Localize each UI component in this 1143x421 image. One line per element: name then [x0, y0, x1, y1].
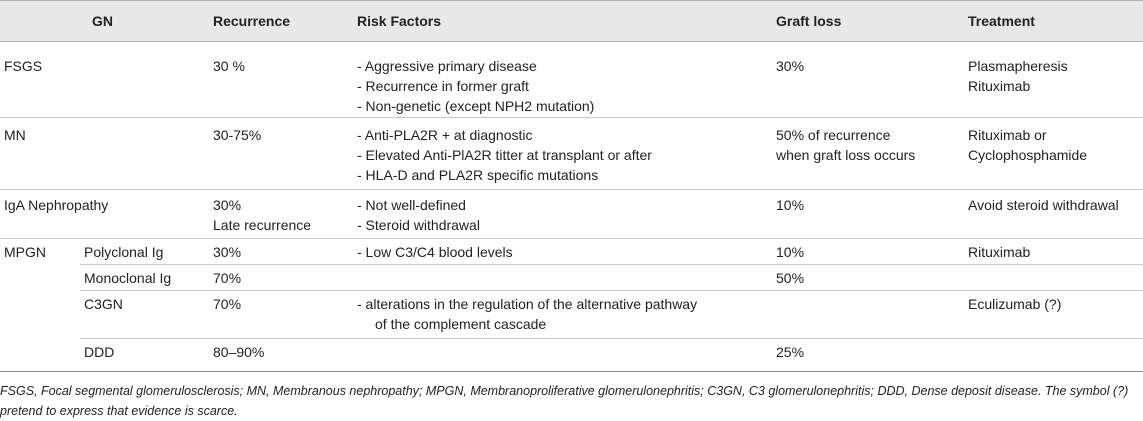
risk-item: - HLA-D and PLA2R specific mutations — [357, 167, 599, 183]
row-divider — [80, 264, 1143, 265]
graft-item: when graft loss occurs — [776, 147, 916, 163]
row-graft-loss: 50% — [776, 270, 805, 286]
row-graft-loss: 25% — [776, 344, 805, 360]
row-recurrence: 30 % — [213, 58, 245, 74]
risk-item: - Non-genetic (except NPH2 mutation) — [357, 98, 595, 114]
row-recurrence — [213, 195, 311, 235]
row-recurrence: 70% — [213, 296, 242, 312]
treatment-item: Plasmapheresis — [968, 58, 1068, 74]
graft-item: 50% of recurrence — [776, 127, 891, 143]
row-risk-factors — [357, 294, 697, 334]
risk-item: of the complement cascade — [375, 316, 547, 332]
row-treatment: Rituximab — [968, 244, 1031, 260]
row-recurrence: 80–90% — [213, 344, 265, 360]
row-treatment — [968, 125, 1087, 165]
risk-item: - Recurrence in former graft — [357, 78, 529, 94]
recurrence-item: 30% — [213, 197, 242, 213]
row-risk-factors — [357, 195, 480, 235]
row-risk-factors — [357, 125, 652, 185]
row-subtype: Polyclonal Ig — [84, 244, 164, 260]
risk-item: - Aggressive primary disease — [357, 58, 537, 74]
row-recurrence: 30-75% — [213, 127, 262, 143]
row-risk-factors: - Low C3/C4 blood levels — [357, 244, 513, 260]
header-recurrence: Recurrence — [213, 13, 291, 29]
row-gn: FSGS — [4, 58, 43, 74]
treatment-item: Cyclophosphamide — [968, 147, 1088, 163]
row-recurrence: 70% — [213, 270, 242, 286]
row-subtype: C3GN — [84, 296, 123, 312]
header-treatment: Treatment — [968, 13, 1035, 29]
row-subtype: DDD — [84, 344, 115, 360]
risk-item: - Steroid withdrawal — [357, 217, 480, 233]
row-subtype: Monoclonal Ig — [84, 270, 172, 286]
row-gn: IgA Nephropathy — [4, 197, 109, 213]
row-divider — [0, 189, 1143, 190]
header-gn: GN — [92, 13, 113, 29]
row-risk-factors — [357, 56, 594, 116]
table-footnote: FSGS, Focal segmental glomerulosclerosis; MN, Membranous nephropathy; MPGN, Membranoproliferative glomerulonephritis; C3GN, C3 glomerulonephritis; DDD, Dense deposit disease. The symbol (?) pretend to express that evidence is scarce. — [0, 384, 1129, 418]
header-graft-loss: Graft loss — [776, 13, 842, 29]
risk-item: - Anti-PLA2R + at diagnostic — [357, 127, 533, 143]
recurrence-item: Late recurrence — [213, 217, 312, 233]
treatment-item: Rituximab — [968, 78, 1031, 94]
row-graft-loss: 10% — [776, 244, 805, 260]
risk-item: - alterations in the regulation of the alternative pathway — [357, 296, 698, 312]
row-divider — [0, 238, 1143, 239]
table-bottom-rule — [0, 371, 1143, 372]
row-divider — [80, 290, 1143, 291]
treatment-item: Rituximab or — [968, 127, 1047, 143]
row-gn: MN — [4, 127, 26, 143]
risk-item: - Not well-defined — [357, 197, 466, 213]
row-treatment: Avoid steroid withdrawal — [968, 197, 1119, 213]
row-treatment — [968, 56, 1068, 96]
row-graft-loss: 30% — [776, 58, 805, 74]
row-treatment: Eculizumab (?) — [968, 296, 1062, 312]
row-graft-loss — [776, 125, 915, 165]
row-graft-loss: 10% — [776, 197, 805, 213]
risk-item: - Elevated Anti-PlA2R titter at transplant or after — [357, 147, 652, 163]
row-divider — [80, 338, 1143, 339]
row-gn: MPGN — [4, 244, 46, 260]
header-risk-factors: Risk Factors — [357, 13, 442, 29]
row-divider — [0, 117, 1143, 118]
row-recurrence: 30% — [213, 244, 242, 260]
